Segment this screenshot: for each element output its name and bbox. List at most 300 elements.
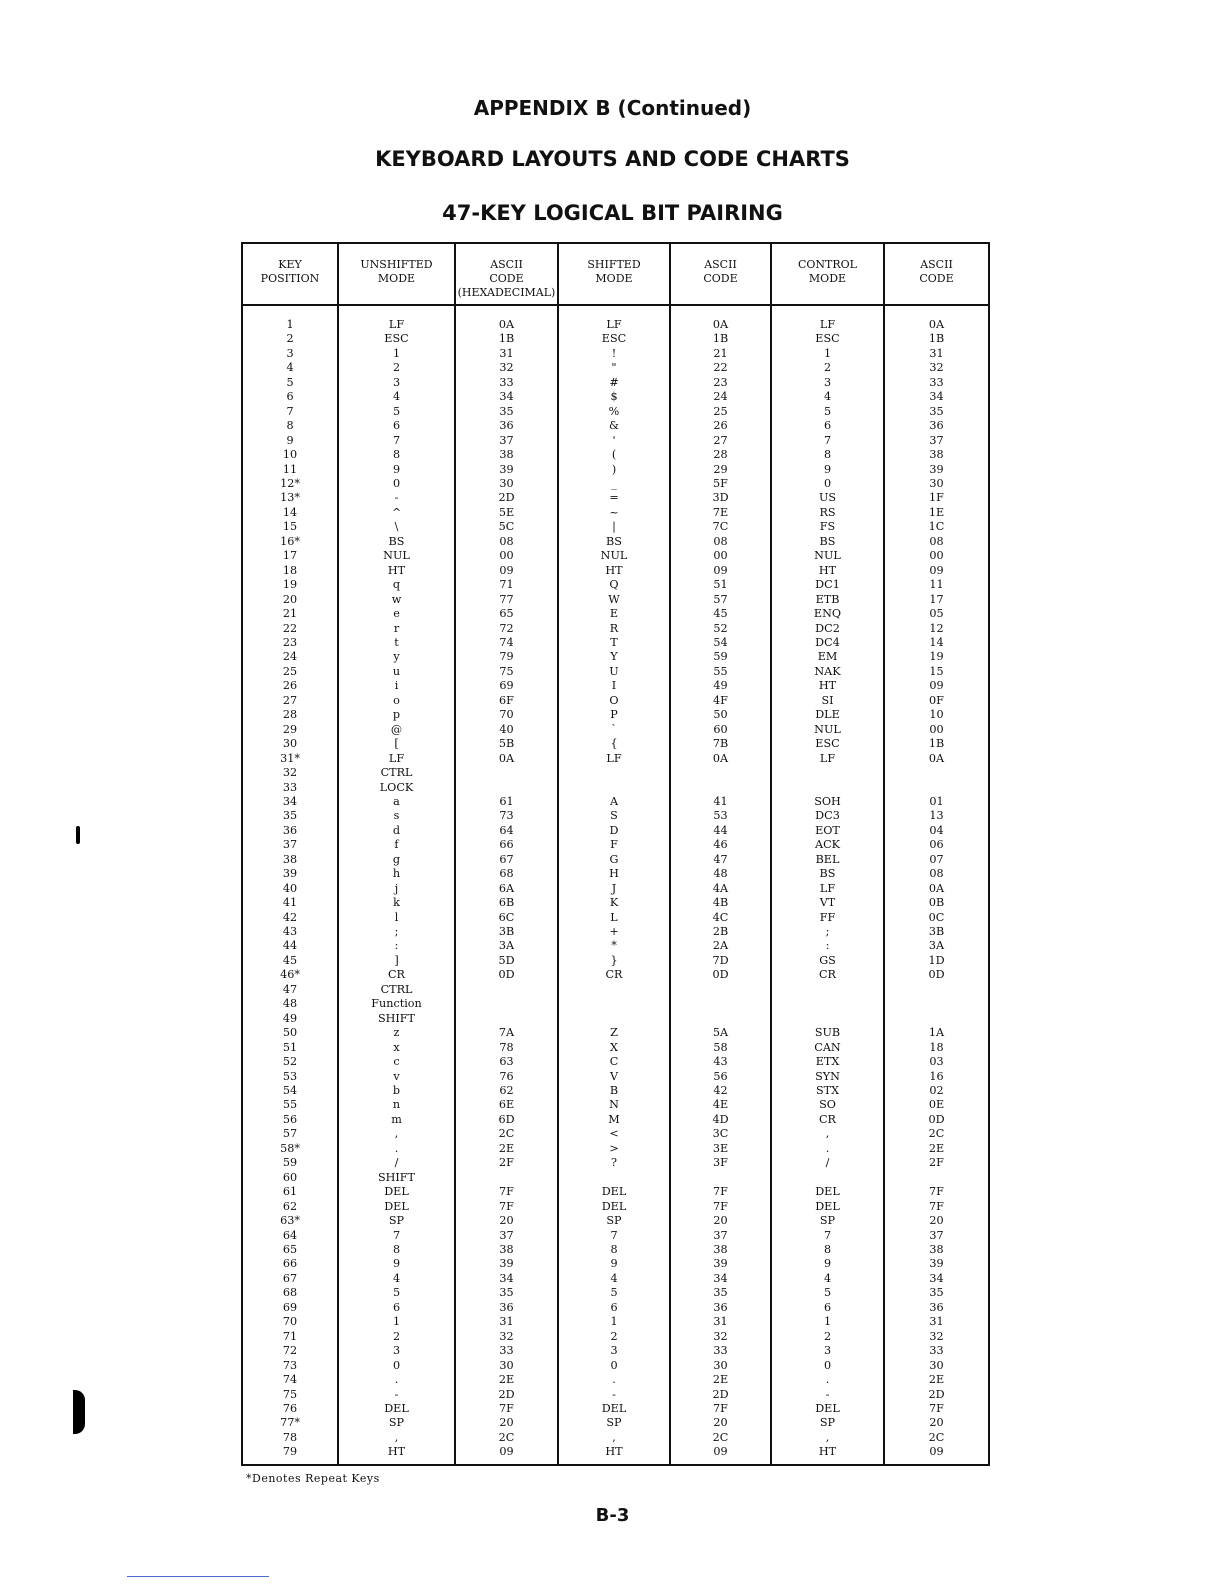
table-cell: 07 [929,852,944,866]
table-cell: 01 [929,794,944,808]
table-cell: 7C [712,520,729,534]
table-cell: 6F [499,693,514,707]
table-cell: ETB [815,592,840,606]
table-cell: 68 [282,1286,298,1300]
table-cell: 32 [929,1329,944,1343]
table-cell: 36 [499,1300,514,1314]
table-cell: \ [394,520,399,534]
table-cell: 31 [713,1315,728,1329]
table-cell: 35 [713,1286,728,1300]
table-cell: 09 [929,563,944,577]
table-cell: CR [819,1112,836,1126]
table-cell: 24 [713,390,728,404]
table-cell: c [393,1055,400,1069]
table-cell: 24 [282,650,298,664]
table-cell: " [611,361,617,375]
table-cell: 8 [392,1243,401,1256]
table-cell: 7E [712,505,729,519]
table-cell: 2 [286,332,294,346]
table-cell: 7A [498,1026,515,1040]
table-cell: 9 [286,433,294,447]
table-cell: 08 [929,867,944,881]
table-cell: 2E [712,1373,729,1387]
table-cell: GS [819,953,836,967]
table-cell: BS [819,534,836,548]
table-cell: 19 [282,578,298,592]
table-cell: HT [387,1445,406,1459]
table-cell: BEL [815,852,840,866]
table-cell: 7D [712,953,729,967]
table-cell: 09 [929,679,944,693]
table-cell: 0E [928,1098,945,1112]
table-cell: 4 [392,390,401,404]
table-cell: 3B [498,925,515,939]
table-cell: 17 [929,592,944,606]
table-cell: ; [394,925,399,939]
table-cell [559,1171,669,1185]
table-cell: 9 [392,462,401,476]
table-cell: Z [610,1026,618,1040]
column-key-position [243,318,337,1460]
table-cell: 36 [929,419,944,433]
table-cell: 3 [392,375,401,389]
table-cell: 00 [499,549,514,563]
table-cell: E [609,607,619,621]
table-cell: 73 [282,1358,298,1372]
column-header-shifted-ascii-code [671,258,770,286]
table-cell: LOCK [379,780,414,794]
table-cell: 5F [713,476,728,490]
table-cell: 25 [282,664,298,678]
table-cell: 49 [713,679,728,693]
table-cell: F [610,838,618,852]
appendix-heading: APPENDIX B (Continued) [473,96,752,120]
table-cell: q [392,578,401,592]
table-cell: FS [819,520,836,534]
table-cell: 66 [499,838,514,852]
table-cell: 8 [392,448,401,462]
table-cell: u [392,664,401,678]
table-cell: 46* [280,968,300,982]
table-cell: 62 [282,1199,298,1213]
table-cell: BS [388,534,405,548]
table-cell: VT [819,896,836,910]
table-cell: 2B [712,925,729,939]
table-cell: 08 [929,534,944,548]
table-cell: 28 [713,448,728,462]
table-cell: 29 [282,722,298,736]
table-cell: Y [610,650,618,664]
table-cell: 35 [929,1286,944,1300]
table-cell: LF [819,751,836,765]
table-cell: 65 [499,607,514,621]
table-cell: 78 [499,1040,514,1054]
table-cell: 50 [282,1026,298,1040]
table-cell [559,781,669,795]
table-cell: 22 [713,361,728,375]
table-cell: 2E [928,1373,945,1387]
table-cell: 36 [929,1300,944,1314]
table-cell: 53 [282,1069,298,1083]
table-cell: w [391,592,402,606]
table-cell: , [825,1430,830,1444]
table-cell: CR [819,968,836,982]
table-cell: 14 [929,635,944,649]
table-cell: 0D [928,1112,945,1126]
table-cell: 2E [928,1141,945,1155]
table-cell: 34 [929,390,944,404]
table-cell: $ [610,390,618,404]
table-cell: SP [819,1416,836,1430]
table-cell: 44 [713,823,728,837]
table-cell: DC3 [815,809,840,823]
table-cell: 27 [713,433,728,447]
table-cell: 1B [928,737,945,751]
table-cell: 1B [928,332,945,346]
table-cell [456,766,557,780]
table-cell: 56 [282,1112,298,1126]
table-cell: HT [605,563,623,577]
table-cell: 57 [282,1127,298,1141]
table-cell: 20 [929,1416,944,1430]
table-cell: ] [394,953,399,967]
table-cell: 0D [498,968,515,982]
table-cell: 40 [282,881,298,895]
table-cell: B [609,1084,619,1098]
table-cell: 08 [499,534,514,548]
table-cell: H [609,867,619,881]
table-cell: n [392,1098,401,1112]
table-cell: 1 [823,346,832,360]
table-cell: 34 [713,1271,728,1285]
table-cell: 67 [282,1271,298,1285]
table-cell: CTRL [380,766,413,780]
table-cell: 33 [929,1344,944,1358]
table-cell: 4A [712,881,729,895]
table-cell: 7F [929,1199,944,1213]
table-cell: 14 [282,505,298,519]
table-cell: 42 [282,910,298,924]
table-cell [885,1171,988,1185]
table-cell: 4 [823,1271,832,1285]
table-cell: ( [611,448,617,462]
table-cell: 7F [929,1185,944,1199]
table-cell: 1F [929,491,944,505]
table-cell: X [610,1040,618,1054]
table-cell [772,983,883,997]
column-header-control-ascii-code [885,258,988,286]
table-cell: SP [819,1214,836,1228]
table-cell: 61 [499,794,514,808]
table-cell: 39 [929,462,944,476]
table-cell: DC1 [815,578,840,592]
table-cell: 20 [713,1416,728,1430]
table-cell: 71 [499,578,514,592]
table-cell: - [394,1387,399,1401]
table-cell: 09 [499,563,514,577]
table-cell: 0 [823,1358,832,1372]
table-cell: . [394,1141,399,1155]
header-line: ASCII [920,258,953,271]
column-header-control-mode [772,258,883,286]
table-cell: 0B [928,896,945,910]
binding-hole-mark [73,1390,85,1434]
header-line: (HEXADECIMAL) [457,286,556,299]
column-header-unshifted-ascii-code [456,258,557,300]
table-cell: 5 [610,1286,618,1300]
table-cell: 47 [713,852,728,866]
column-shifted-ascii-code [671,318,770,1460]
table-cell: EOT [815,823,840,837]
table-cell: 15 [282,520,298,534]
table-cell: # [609,375,619,389]
table-cell: DC4 [815,635,840,649]
table-cell [885,997,988,1011]
table-cell: 45 [713,607,728,621]
table-cell: J [611,881,617,895]
table-cell: CTRL [380,982,413,996]
table-cell: ESC [815,332,840,346]
table-cell: ' [612,433,616,447]
table-cell [885,766,988,780]
table-cell: 0A [712,318,729,331]
table-cell: SHIFT [377,1170,416,1184]
table-cell: 58 [713,1040,728,1054]
table-cell: 7B [712,737,729,751]
table-cell: 4F [713,693,728,707]
table-cell: BS [819,867,836,881]
table-cell: ESC [815,737,840,751]
table-cell: 38 [499,1243,514,1256]
table-cell: 7 [823,433,832,447]
table-cell: 11 [282,462,298,476]
table-cell: 33 [282,780,298,794]
table-cell: ACK [815,838,840,852]
header-line: MODE [808,272,847,285]
table-cell: 32 [282,766,298,780]
table-cell: 15 [929,664,944,678]
table-cell [671,983,770,997]
table-cell: 00 [929,722,944,736]
table-cell: 73 [499,809,514,823]
table-cell: DEL [601,1401,627,1415]
table-cell: - [825,1387,830,1401]
table-cell: 2D [498,1387,515,1401]
table-cell: 23 [713,375,728,389]
table-cell: 44 [282,939,298,953]
table-cell: 25 [713,404,728,418]
table-cell: 64 [282,1228,298,1242]
table-cell: S [610,809,618,823]
table-cell: L [610,910,618,924]
table-cell: 49 [282,1011,298,1025]
table-cell: 0A [712,751,729,765]
column-header-unshifted-mode [339,258,454,286]
table-cell: 78 [282,1430,298,1444]
table-cell: 37 [713,1228,728,1242]
table-cell: h [392,867,401,881]
table-cell: 2C [928,1127,945,1141]
table-cell: 79 [282,1445,298,1459]
table-cell [885,781,988,795]
table-cell: 0 [823,476,832,490]
header-line: ASCII [490,258,523,271]
table-cell: 46 [713,838,728,852]
table-cell: 51 [713,578,728,592]
table-cell: i [394,679,399,693]
table-cell: 2F [499,1156,514,1170]
table-cell: NUL [814,722,841,736]
table-cell [885,983,988,997]
table-cell: 17 [282,549,298,563]
table-cell [671,1012,770,1026]
table-cell: DEL [601,1199,627,1213]
table-cell: SI [821,693,834,707]
table-cell: 2F [929,1156,944,1170]
table-cell: LF [606,318,622,331]
table-cell: K [609,896,619,910]
table-cell: 2C [498,1127,515,1141]
table-cell: - [394,491,399,505]
table-cell: 1 [392,346,401,360]
table-cell: } [610,953,618,967]
table-cell: f [394,838,399,852]
header-divider [243,304,988,306]
table-cell: , [394,1127,399,1141]
table-cell: 39 [499,462,514,476]
table-cell: | [612,520,616,534]
table-cell: ^ [391,505,402,519]
header-line: CONTROL [797,258,857,271]
table-cell: 60 [713,722,728,736]
table-cell: DEL [384,1401,409,1415]
table-cell: 7F [713,1401,728,1415]
table-cell: 76 [282,1401,298,1415]
header-line: UNSHIFTED [360,258,433,271]
table-cell: 76 [499,1069,514,1083]
table-cell: 6 [823,419,832,433]
table-cell: 5D [498,953,515,967]
table-cell: W [608,592,620,606]
table-cell: 6A [498,881,515,895]
table-cell: A [609,794,619,808]
table-cell: 8 [823,448,832,462]
table-cell: 0 [610,1358,618,1372]
table-cell: _ [611,476,617,490]
table-cell: 1B [712,332,729,346]
table-cell: 37 [282,838,298,852]
table-cell: 3E [712,1141,729,1155]
table-cell: t [394,635,399,649]
margin-mark [76,826,80,844]
table-cell: 37 [499,433,514,447]
table-cell: o [393,693,400,707]
table-cell: 32 [929,361,944,375]
table-cell: 6 [286,390,294,404]
table-cell: 34 [499,1271,514,1285]
table-cell: ENQ [813,607,842,621]
table-cell: 4D [712,1112,729,1126]
table-cell: d [392,823,401,837]
table-cell: 8 [286,419,294,433]
table-cell: : [394,939,399,953]
table-cell: 5 [392,1286,401,1300]
table-cell: 36 [499,419,514,433]
table-cell: 3 [392,1344,401,1358]
table-cell: 21 [282,607,298,621]
table-cell: 30 [713,1358,728,1372]
table-cell: SHIFT [377,1011,416,1025]
table-cell: SP [388,1214,405,1228]
table-cell: 0C [928,910,945,924]
table-cell: 2 [823,361,832,375]
table-cell: SP [606,1416,622,1430]
table-cell: 75 [499,664,514,678]
table-cell: 5 [286,375,294,389]
table-cell: 7F [499,1199,514,1213]
table-cell: 29 [713,462,728,476]
table-cell [456,1171,557,1185]
table-cell: 06 [929,838,944,852]
table-cell: 32 [499,1329,514,1343]
table-cell: 1A [928,1026,945,1040]
table-cell: 7 [823,1228,832,1242]
table-cell: 09 [713,1445,728,1459]
table-cell: 1 [286,318,294,331]
table-cell: g [392,852,401,866]
table-cell: 28 [282,708,298,722]
table-cell: 22 [282,621,298,635]
table-cell: 16 [929,1069,944,1083]
table-cell: 02 [929,1084,944,1098]
table-cell: 45 [282,953,298,967]
table-cell: 6 [392,419,401,433]
table-cell: 54 [713,635,728,649]
table-cell: < [609,1127,619,1141]
table-cell: 4E [712,1098,729,1112]
table-cell: b [392,1084,401,1098]
table-cell: 32 [499,361,514,375]
table-cell: l [394,910,399,924]
column-header-shifted-mode [559,258,669,286]
header-line: SHIFTED [587,258,641,271]
table-cell: x [393,1040,400,1054]
table-cell: 12 [929,621,944,635]
table-cell: 0A [928,881,945,895]
table-cell: 7 [392,433,401,447]
table-cell: 0A [498,751,515,765]
table-cell: 35 [282,809,298,823]
table-cell [772,997,883,1011]
table-cell: 63 [499,1055,514,1069]
header-line: ASCII [704,258,737,271]
table-cell: 72 [499,621,514,635]
table-cell: 13 [929,809,944,823]
table-cell: 42 [713,1084,728,1098]
table-cell: 6B [498,896,515,910]
table-cell: 0 [392,1358,401,1372]
table-cell: 9 [823,1257,832,1271]
table-cell: 7F [713,1185,728,1199]
table-cell: p [392,708,401,722]
header-line: CODE [919,272,954,285]
table-cell: 72 [282,1344,298,1358]
table-cell: 2D [712,1387,729,1401]
table-cell: LF [388,751,405,765]
table-cell: 35 [499,404,514,418]
table-cell: ) [611,462,617,476]
table-cell: , [612,1430,616,1444]
